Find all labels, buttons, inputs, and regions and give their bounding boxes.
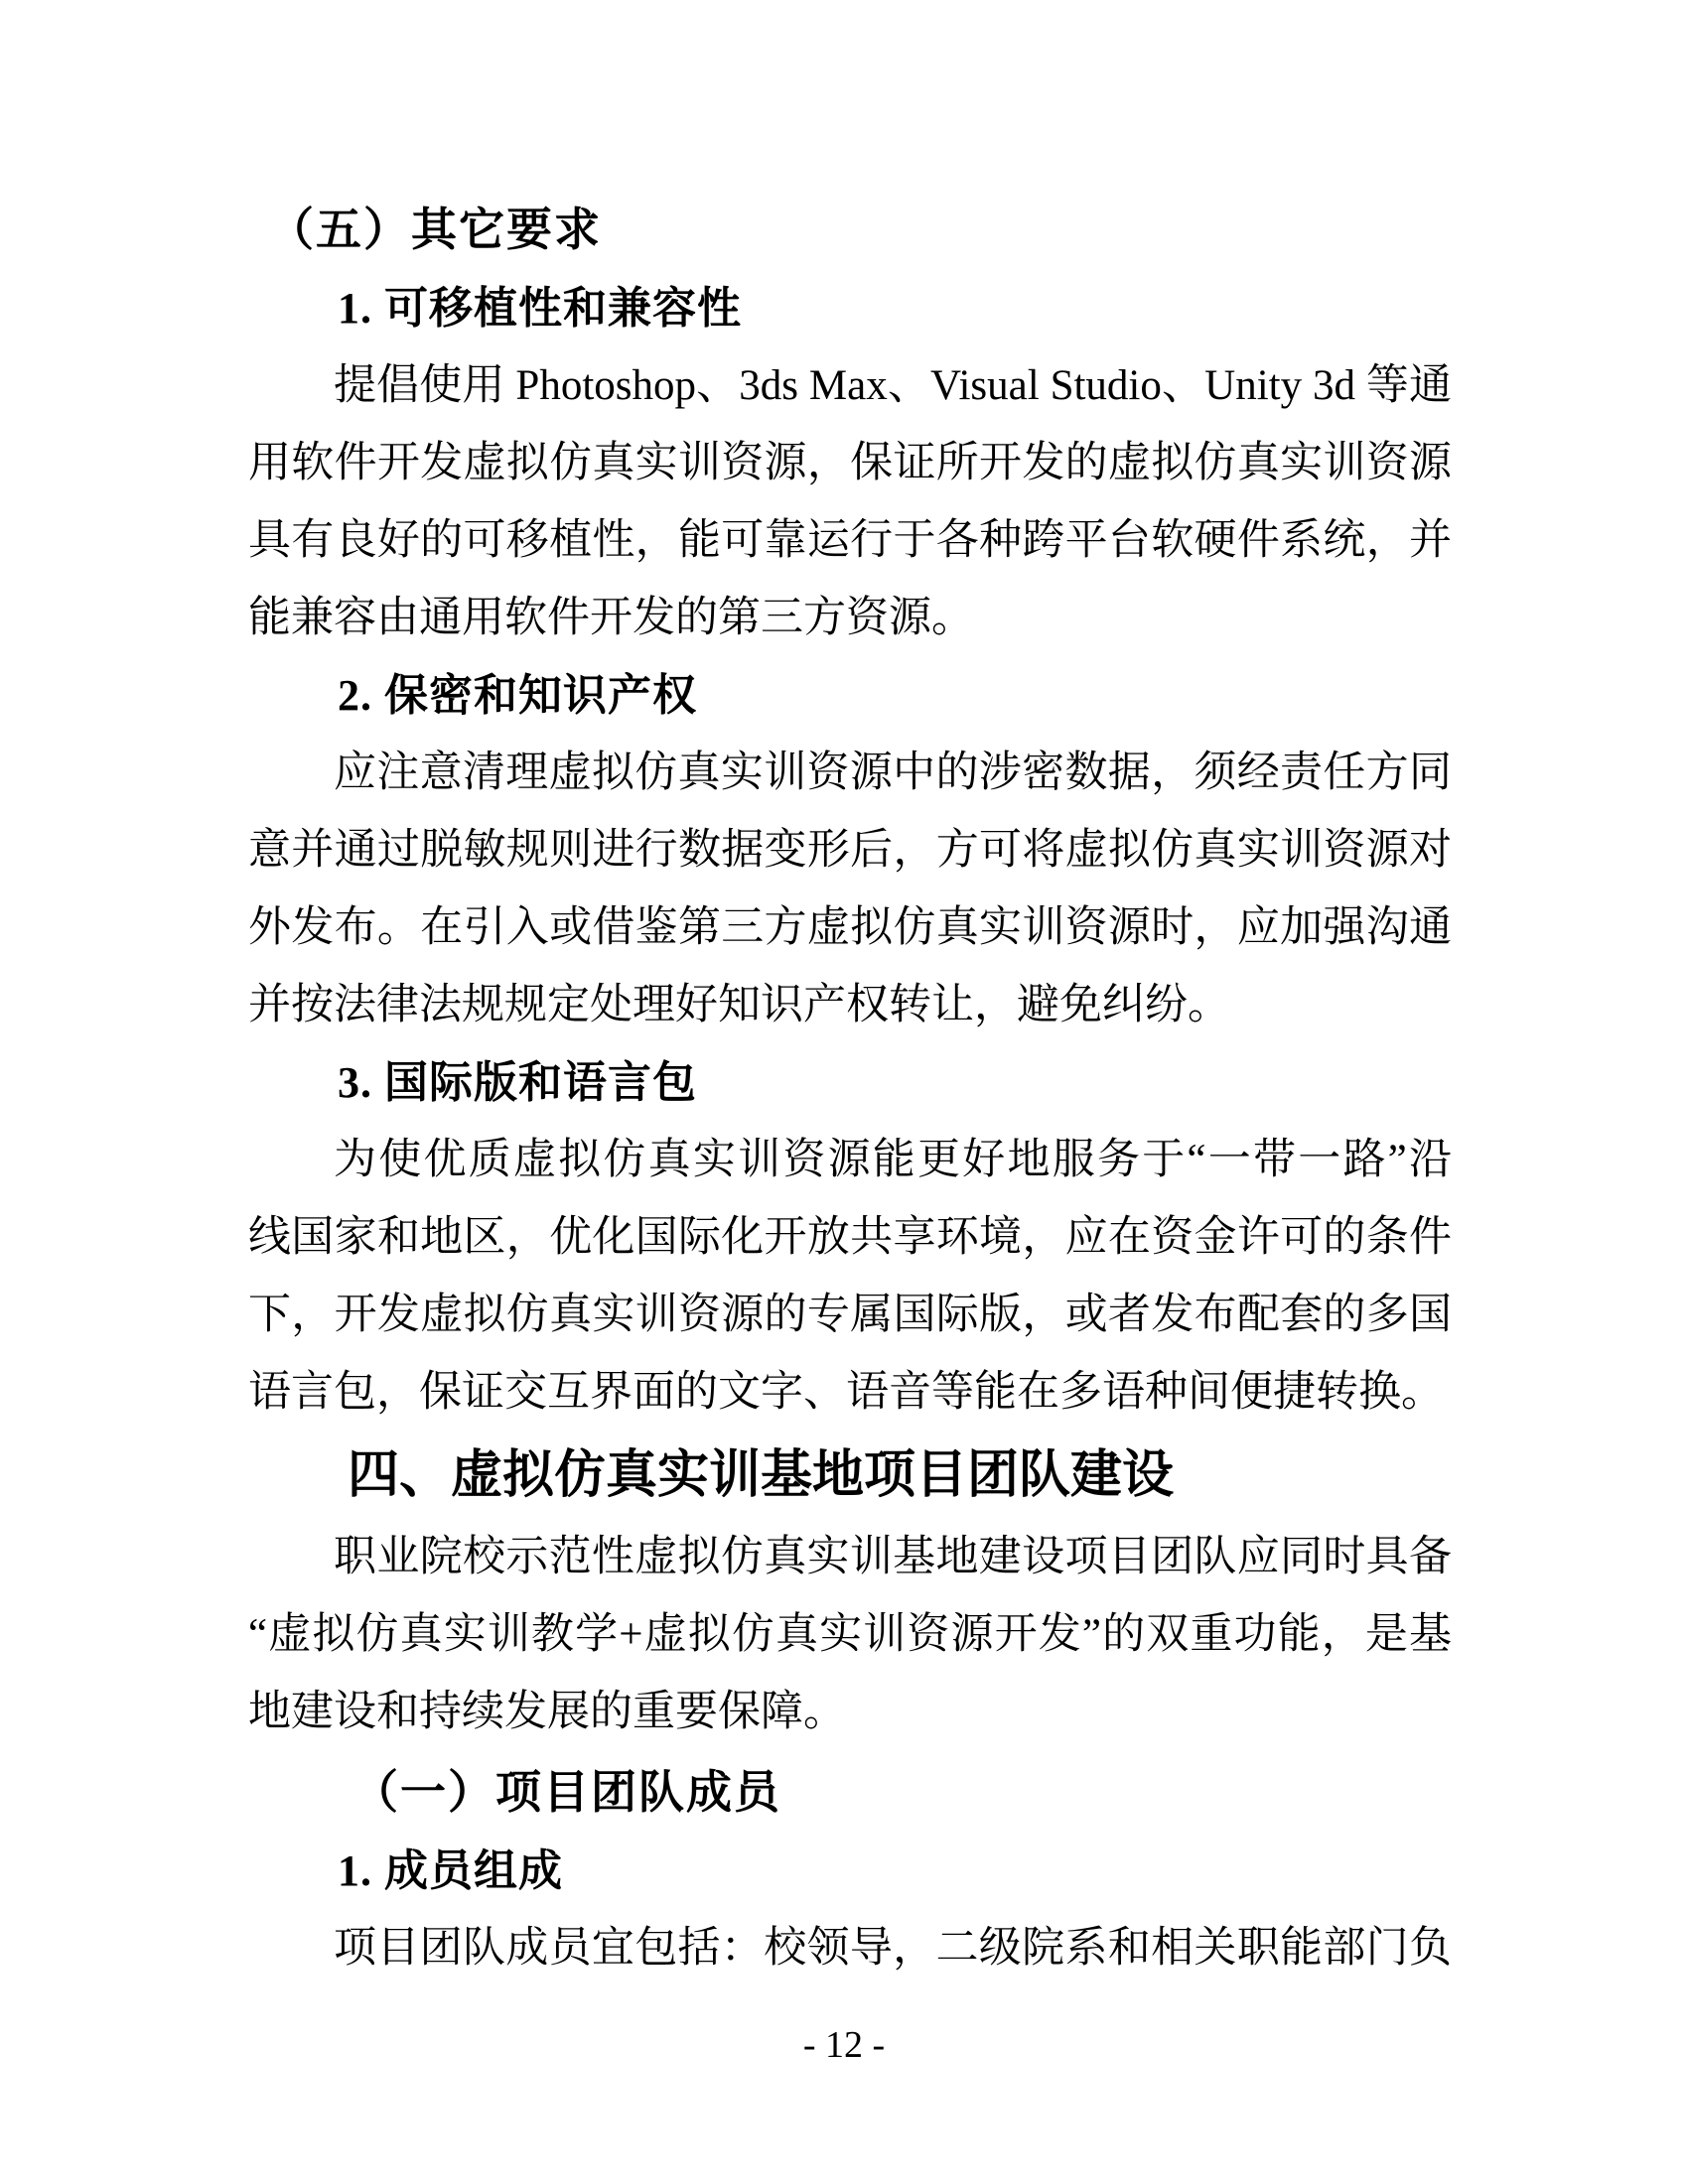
text-line: 意并通过脱敏规则进行数据变形后，方可将虚拟仿真实训资源对 xyxy=(248,827,1452,874)
text-line: 提倡使用 Photoshop、3ds Max、Visual Studio、Unity 3d 等通 xyxy=(334,362,1452,409)
text-line: 具有良好的可移植性，能可靠运行于各种跨平台软硬件系统，并 xyxy=(248,517,1452,564)
heading-2-secrecy-ip: 2. 保密和知识产权 xyxy=(338,671,697,720)
text-line: 项目团队成员宜包括：校领导，二级院系和相关职能部门负 xyxy=(334,1925,1452,1972)
text-line: 外发布。在引入或借鉴第三方虚拟仿真实训资源时，应加强沟通 xyxy=(248,904,1452,951)
text-line: 线国家和地区，优化国际化开放共享环境，应在资金许可的条件 xyxy=(248,1214,1452,1261)
text-line: 地建设和持续发展的重要保障。 xyxy=(248,1689,846,1735)
text-line: 语言包，保证交互界面的文字、语音等能在多语种间便捷转换。 xyxy=(248,1369,1444,1416)
text-line: 应注意清理虚拟仿真实训资源中的涉密数据，须经责任方同 xyxy=(334,750,1452,796)
document-content xyxy=(248,189,1452,1987)
heading-section-5-other-requirements: （五）其它要求 xyxy=(268,204,602,255)
text-line: “虚拟仿真实训教学+虚拟仿真实训资源开发”的双重功能，是基 xyxy=(248,1611,1452,1658)
heading-3-international-language-pack: 3. 国际版和语言包 xyxy=(338,1058,697,1107)
text-line: 用软件开发虚拟仿真实训资源，保证所开发的虚拟仿真实训资源 xyxy=(248,440,1452,486)
text-line: 下，开发虚拟仿真实训资源的专属国际版，或者发布配套的多国 xyxy=(248,1292,1452,1338)
text-line: 职业院校示范性虚拟仿真实训基地建设项目团队应同时具备 xyxy=(334,1534,1452,1580)
heading-1-member-composition: 1. 成员组成 xyxy=(338,1846,563,1895)
heading-section-1-team-members: （一）项目团队成员 xyxy=(352,1766,781,1818)
text-line: 并按法律法规规定处理好知识产权转让，避免纠纷。 xyxy=(248,982,1230,1028)
text-line: 为使优质虚拟仿真实训资源能更好地服务于“一带一路”沿 xyxy=(334,1137,1452,1183)
page-number: - 12 - xyxy=(802,2024,886,2066)
text-line: 能兼容由通用软件开发的第三方资源。 xyxy=(248,595,974,641)
heading-1-portability-compatibility: 1. 可移植性和兼容性 xyxy=(338,284,742,333)
heading-chapter-4-team-building: 四、虚拟仿真实训基地项目团队建设 xyxy=(348,1446,1175,1504)
